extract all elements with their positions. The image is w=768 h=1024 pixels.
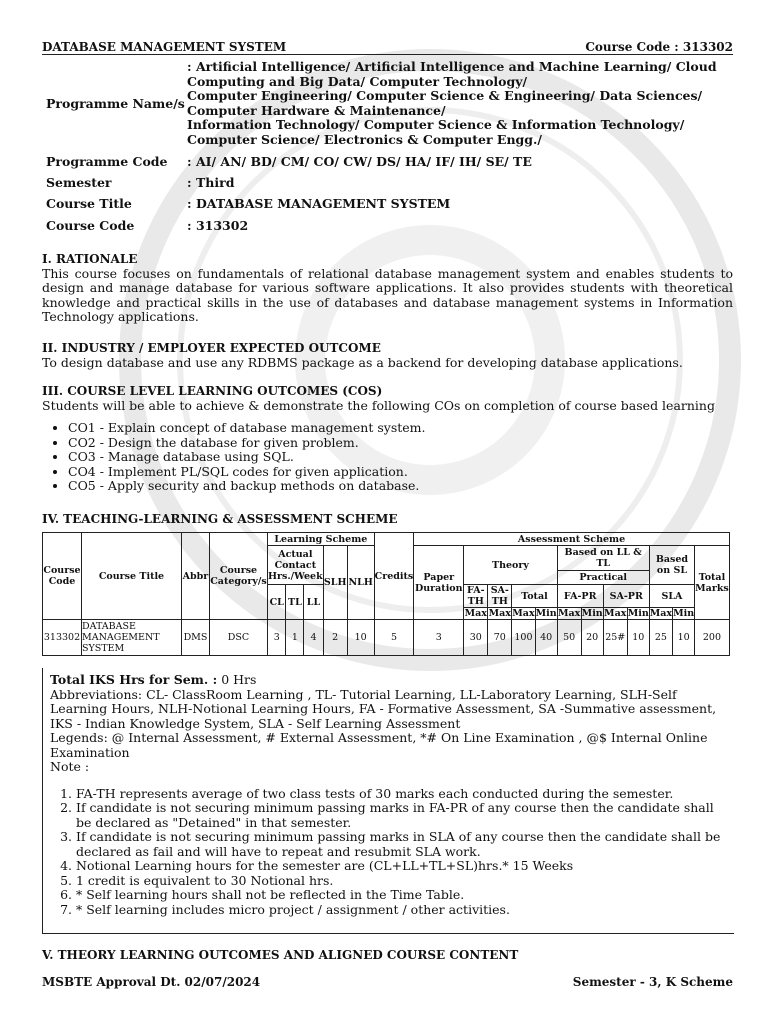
programme-names-line: : Artificial Intelligence/ Artificial Intelligence and Machine Learning/ Cloud Computing and Big Data/ Computer Technology/ — [187, 59, 717, 89]
course-code-label: Course Code — [46, 218, 135, 233]
page-footer — [42, 975, 733, 989]
th-min: Min — [673, 608, 695, 619]
note-item: 1. FA-TH represents average of two class tests of 30 marks each conducted during the semester. — [76, 787, 730, 802]
co-item: • CO5 - Apply security and backup methods on database. — [68, 479, 733, 494]
cell-title: DATABASE MANAGEMENT SYSTEM — [82, 620, 182, 656]
th-practical: Practical — [557, 571, 649, 585]
industry-heading: II. INDUSTRY / EMPLOYER EXPECTED OUTCOME — [42, 341, 381, 355]
scheme-notes — [42, 668, 734, 934]
cell-cl: 3 — [268, 620, 286, 656]
co-item: • CO2 - Design the database for given problem. — [68, 436, 733, 451]
note-item: 4. Notional Learning hours for the semester are (CL+LL+TL+SL)hrs.* 15 Weeks — [76, 859, 730, 874]
th-total: Total — [512, 585, 557, 608]
th-min: Min — [581, 608, 603, 619]
course-title-value: : DATABASE MANAGEMENT SYSTEM — [187, 196, 451, 211]
th-min: Min — [535, 608, 557, 619]
note-item: 2. If candidate is not securing minimum passing marks in FA-PR of any course then the candidate shall be declared as "Detained" in that semester. — [76, 801, 730, 830]
cell-category: DSC — [210, 620, 268, 656]
th-fa-th: FA-TH — [464, 585, 488, 608]
programme-names-line: Information Technology/ Computer Science & Information Technology/ Computer Science/ Electronics & Computer Engg./ — [187, 117, 685, 147]
note-item: 7. * Self learning includes micro project / assignment / other activities. — [76, 903, 730, 918]
cell-credits: 5 — [374, 620, 414, 656]
cos-list — [42, 421, 733, 494]
cell-fa-th-max: 30 — [464, 620, 488, 656]
programme-names-value — [187, 60, 732, 147]
th-course-title: Course Title — [82, 533, 182, 620]
cos-section — [42, 384, 733, 494]
cell-fa-pr-max: 50 — [557, 620, 581, 656]
footer-approval: MSBTE Approval Dt. 02/07/2024 — [42, 975, 261, 989]
cell-total-marks: 200 — [695, 620, 730, 656]
note-item: 6. * Self learning hours shall not be reflected in the Time Table. — [76, 888, 730, 903]
abbreviations: Abbreviations: CL- ClassRoom Learning , TL- Tutorial Learning, LL-Laboratory Learning, SLH-Self Learning Hours, NLH-Notional Learning Hours, FA - Formative Assessment, SA -Summative assessment, IKS - Indian Knowledge System, SLA - Self Learning Assessment — [50, 686, 717, 731]
cell-total-min: 40 — [535, 620, 557, 656]
table-row — [43, 620, 730, 656]
th-paper-duration: Paper Duration — [414, 546, 464, 620]
rationale-text: This course focuses on fundamentals of relational database management system and enables students to design and manage database for various software applications. It also provides students with theoretical knowledge and practical skills in the use of databases and database management systems in Information Technology applications. — [42, 265, 733, 324]
notes-list — [50, 787, 730, 918]
cell-code: 313302 — [43, 620, 82, 656]
th-nlh: NLH — [347, 546, 374, 620]
th-max: Max — [512, 608, 535, 619]
cell-tl: 1 — [286, 620, 304, 656]
header-title: DATABASE MANAGEMENT SYSTEM — [42, 40, 287, 54]
programme-names-label: Programme Name/s — [46, 96, 185, 111]
note-item: 5. 1 credit is equivalent to 30 Notional hrs. — [76, 874, 730, 889]
iks-value: 0 Hrs — [217, 672, 257, 687]
th-fa-pr: FA-PR — [557, 585, 603, 608]
th-max: Max — [488, 608, 511, 619]
programme-code-label: Programme Code — [46, 154, 168, 169]
th-actual-contact: Actual Contact Hrs./Week — [268, 546, 324, 585]
page-header — [42, 40, 733, 54]
cos-intro: Students will be able to achieve & demonstrate the following COs on completion of course based learning — [42, 397, 715, 413]
cell-sla-max: 25 — [649, 620, 672, 656]
section-v-heading: V. THEORY LEARNING OUTCOMES AND ALIGNED COURSE CONTENT — [42, 948, 519, 962]
scheme-heading: IV. TEACHING-LEARNING & ASSESSMENT SCHEME — [42, 512, 398, 526]
scheme-table — [42, 532, 730, 656]
industry-text: To design database and use any RDBMS package as a backend for developing database applications. — [42, 354, 683, 370]
co-item: • CO4 - Implement PL/SQL codes for given application. — [68, 465, 733, 480]
cell-total-max: 100 — [512, 620, 535, 656]
th-max: Max — [558, 608, 581, 619]
semester-label: Semester — [46, 175, 112, 190]
cos-heading: III. COURSE LEVEL LEARNING OUTCOMES (COS) — [42, 384, 383, 398]
section-v — [42, 948, 733, 963]
th-sa-th: SA-TH — [488, 585, 512, 608]
th-max: Max — [464, 608, 487, 619]
note-item: 3. If candidate is not securing minimum passing marks in SLA of any course then the candidate shall be declared as fail and will have to repeat and resubmit SLA work. — [76, 830, 730, 859]
iks-hours — [50, 673, 730, 688]
cell-ll: 4 — [304, 620, 323, 656]
cell-abbr: DMS — [182, 620, 210, 656]
rationale-heading: I. RATIONALE — [42, 252, 138, 266]
cell-duration: 3 — [414, 620, 464, 656]
course-code-value: : 313302 — [187, 218, 249, 233]
cell-sa-th-max: 70 — [488, 620, 512, 656]
legends: Legends: @ Internal Assessment, # External Assessment, *# On Line Examination , @$ Internal Online Examination — [50, 730, 708, 760]
note-label: Note : — [50, 759, 90, 774]
semester-value: : Third — [187, 175, 235, 190]
th-assessment-scheme: Assessment Scheme — [414, 533, 729, 546]
th-sla: SLA — [649, 585, 694, 608]
iks-label: Total IKS Hrs for Sem. : — [50, 672, 218, 687]
cell-sa-pr-min: 10 — [627, 620, 649, 656]
th-credits: Credits — [374, 533, 414, 620]
programme-code-value: : AI/ AN/ BD/ CM/ CO/ CW/ DS/ HA/ IF/ IH/ SE/ TE — [187, 154, 532, 169]
rationale-section — [42, 252, 733, 325]
th-based-sl: Based on SL — [649, 546, 694, 585]
th-based-ll-tl: Based on LL & TL — [557, 546, 649, 571]
cell-nlh: 10 — [347, 620, 374, 656]
cell-slh: 2 — [323, 620, 347, 656]
th-slh: SLH — [323, 546, 347, 620]
th-tl: TL — [286, 585, 304, 620]
header-rule — [42, 54, 733, 55]
th-total-marks: Total Marks — [695, 546, 730, 620]
th-theory: Theory — [464, 546, 557, 585]
cell-sa-pr-max: 25# — [603, 620, 627, 656]
th-abbr: Abbr — [182, 533, 210, 620]
th-course-code: Course Code — [43, 533, 82, 620]
header-course-code: Course Code : 313302 — [585, 40, 733, 54]
th-cl: CL — [268, 585, 286, 620]
th-max: Max — [649, 608, 673, 619]
footer-semester: Semester - 3, K Scheme — [572, 975, 733, 989]
co-item: • CO3 - Manage database using SQL. — [68, 450, 733, 465]
th-ll: LL — [304, 585, 323, 620]
th-max: Max — [604, 608, 627, 619]
programme-names-line: Computer Engineering/ Computer Science & Engineering/ Data Sciences/ Computer Hardware & Maintenance/ — [187, 88, 703, 118]
th-min: Min — [627, 608, 649, 619]
cell-sla-min: 10 — [673, 620, 695, 656]
th-learning-scheme: Learning Scheme — [268, 533, 375, 546]
scheme-section — [42, 512, 733, 527]
course-title-label: Course Title — [46, 196, 132, 211]
th-sa-pr: SA-PR — [603, 585, 649, 608]
cell-fa-pr-min: 20 — [581, 620, 603, 656]
th-category: Course Category/s — [210, 533, 268, 620]
industry-section — [42, 341, 733, 370]
co-item: • CO1 - Explain concept of database management system. — [68, 421, 733, 436]
